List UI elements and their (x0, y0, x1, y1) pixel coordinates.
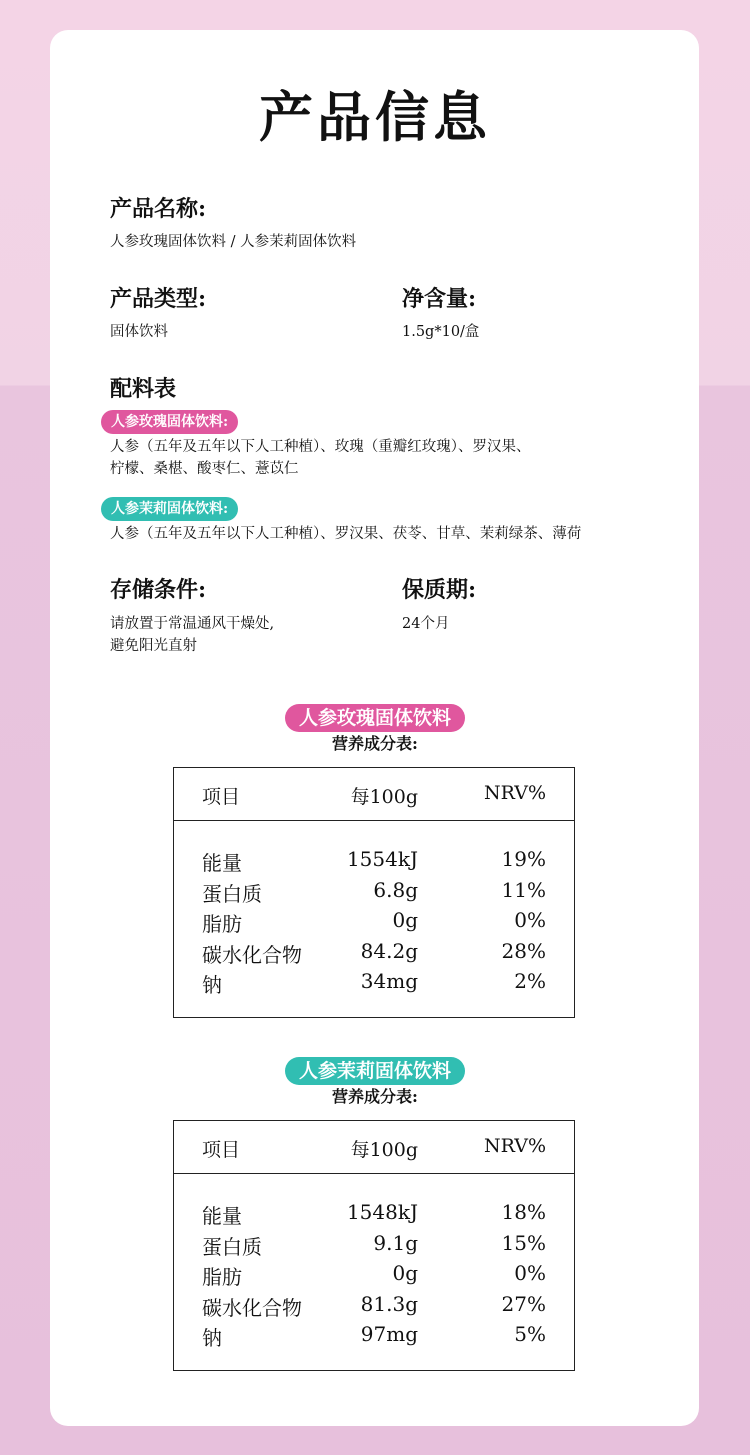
row-nrv: 18% (501, 1200, 546, 1224)
row-amount: 0g (392, 908, 418, 932)
row-name: 脂肪 (202, 1265, 242, 1289)
table-row (174, 937, 574, 968)
table-row (174, 967, 574, 998)
storage-label: 存储条件: (110, 577, 207, 603)
table-row (174, 1259, 574, 1290)
rose-nutrition-table (173, 767, 575, 1018)
table-row (174, 1290, 574, 1321)
header-per-100g: 每100g (350, 1139, 418, 1161)
row-name: 碳水化合物 (202, 1295, 302, 1320)
row-nrv: 5% (514, 1322, 546, 1346)
row-amount: 0g (392, 1261, 418, 1285)
row-amount: 1554kJ (346, 847, 418, 871)
net-content-value: 1.5g*10/盒 (402, 324, 480, 340)
row-amount: 9.1g (373, 1230, 418, 1255)
table-body (174, 1174, 574, 1351)
net-content-label: 净含量: (402, 286, 477, 312)
jasmine-nutrition-subtitle: 营养成分表: (332, 1087, 418, 1106)
table-row (174, 845, 574, 876)
row-amount: 84.2g (360, 938, 418, 963)
header-nrv: NRV% (483, 782, 546, 804)
header-per-100g: 每100g (350, 786, 418, 808)
row-name: 能量 (202, 1204, 242, 1228)
jasmine-ingredients-line-1: 人参（五年及五年以下人工种植）、罗汉果、茯苓、甘草、茉莉绿茶、薄荷 (110, 526, 582, 542)
rose-ingredients-line-2: 柠檬、桑椹、酸枣仁、薏苡仁 (110, 461, 299, 477)
product-name-value: 人参玫瑰固体饮料 / 人参茉莉固体饮料 (110, 234, 357, 250)
header-item: 项目 (202, 786, 241, 808)
rose-tag-label: 人参玫瑰固体饮料: (101, 410, 238, 434)
jasmine-tag-label: 人参茉莉固体饮料: (101, 497, 238, 521)
row-nrv: 28% (501, 938, 546, 963)
jasmine-nutrition-heading (0, 1057, 750, 1085)
row-amount: 6.8g (373, 877, 418, 902)
jasmine-nutrition-product: 人参茉莉固体饮料 (285, 1057, 465, 1085)
row-name: 蛋白质 (202, 881, 262, 906)
storage-line-1: 请放置于常温通风干燥处, (110, 616, 275, 632)
product-type-value: 固体饮料 (110, 324, 168, 340)
table-header (174, 1121, 574, 1174)
header-nrv: NRV% (483, 1135, 546, 1157)
row-name: 碳水化合物 (202, 942, 302, 967)
table-row (174, 906, 574, 937)
row-amount: 81.3g (360, 1291, 418, 1316)
rose-ingredients-line-1: 人参（五年及五年以下人工种植）、玫瑰（重瓣红玫瑰）、罗汉果、 (110, 439, 531, 455)
table-row (174, 1198, 574, 1229)
jasmine-nutrition-table (173, 1120, 575, 1371)
product-type-label: 产品类型: (110, 286, 207, 312)
table-body (174, 821, 574, 998)
row-nrv: 19% (501, 847, 546, 871)
rose-nutrition-heading (0, 704, 750, 732)
row-name: 钠 (202, 1326, 222, 1350)
row-nrv: 11% (501, 877, 546, 902)
table-header (174, 768, 574, 821)
row-nrv: 15% (501, 1230, 546, 1255)
row-nrv: 0% (514, 908, 546, 932)
product-name-label: 产品名称: (110, 196, 207, 222)
storage-line-2: 避免阳光直射 (110, 638, 197, 654)
row-name: 蛋白质 (202, 1234, 262, 1259)
row-nrv: 0% (514, 1261, 546, 1285)
shelf-life-label: 保质期: (402, 577, 477, 603)
ingredients-label: 配料表 (110, 376, 177, 402)
row-name: 钠 (202, 973, 222, 997)
rose-ingredients-tag (101, 410, 238, 434)
row-amount: 1548kJ (346, 1200, 418, 1224)
row-amount: 34mg (360, 969, 418, 993)
header-item: 项目 (202, 1139, 241, 1161)
shelf-life-value: 24个月 (402, 616, 450, 632)
row-name: 能量 (202, 851, 242, 875)
rose-nutrition-subtitle: 营养成分表: (332, 734, 418, 753)
row-nrv: 2% (514, 969, 546, 993)
rose-nutrition-product: 人参玫瑰固体饮料 (285, 704, 465, 732)
table-row (174, 876, 574, 907)
table-row (174, 1320, 574, 1351)
table-row (174, 1229, 574, 1260)
row-nrv: 27% (501, 1291, 546, 1316)
row-amount: 97mg (360, 1322, 418, 1346)
row-name: 脂肪 (202, 912, 242, 936)
page-title: 产品信息 (259, 85, 491, 149)
jasmine-ingredients-tag (101, 497, 238, 521)
